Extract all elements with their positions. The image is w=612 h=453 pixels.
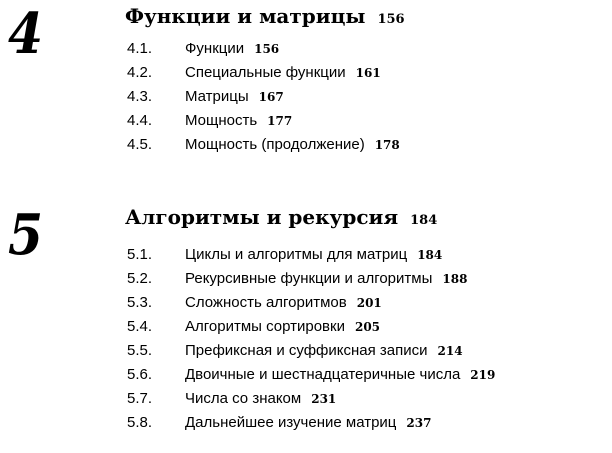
section-item[interactable]: [127, 133, 400, 157]
section-list: [127, 37, 400, 157]
section-item[interactable]: [127, 37, 400, 61]
section-number: 5.1.: [127, 246, 153, 263]
section-title: Циклы и алгоритмы для матриц: [185, 246, 408, 263]
chapter-title[interactable]: [125, 205, 437, 233]
chapter-title[interactable]: [125, 4, 405, 32]
section-item[interactable]: [127, 109, 400, 133]
section-item[interactable]: [127, 387, 495, 411]
section-page: 167: [258, 90, 284, 104]
section-title: Специальные функции: [185, 64, 346, 81]
section-page: 184: [417, 248, 443, 262]
chapter-title-text: Функции и матрицы: [125, 4, 366, 28]
section-item[interactable]: [127, 291, 495, 315]
section-item[interactable]: [127, 411, 495, 435]
section-title: Двоичные и шестнадцатеричные числа: [185, 366, 461, 383]
section-number: 5.4.: [127, 318, 153, 335]
section-page: 231: [311, 392, 337, 406]
section-number: 4.2.: [127, 64, 153, 81]
section-title: Мощность: [185, 112, 258, 129]
section-number: 5.3.: [127, 294, 153, 311]
section-item[interactable]: [127, 85, 400, 109]
section-number: 5.6.: [127, 366, 153, 383]
section-title: Алгоритмы сортировки: [185, 318, 345, 335]
section-title: Мощность (продолжение): [185, 136, 365, 153]
section-page: 219: [470, 368, 496, 382]
section-number: 5.2.: [127, 270, 153, 287]
section-page: 177: [267, 114, 293, 128]
section-page: 205: [354, 320, 381, 334]
section-item[interactable]: [127, 243, 495, 267]
section-page: 188: [442, 272, 468, 286]
section-number: 4.3.: [127, 88, 153, 105]
chapter-title-text: Алгоритмы и рекурсия: [125, 205, 399, 229]
section-item[interactable]: [127, 339, 495, 363]
chapter-page: 156: [377, 12, 405, 27]
chapter-page: 184: [410, 213, 438, 228]
section-title: Префиксная и суффиксная записи: [185, 342, 428, 359]
section-number: 4.5.: [127, 136, 153, 153]
chapter-number: 5: [8, 202, 44, 268]
section-page: 237: [406, 416, 432, 430]
section-page: 214: [437, 344, 463, 358]
section-list: [127, 243, 495, 435]
section-page: 161: [355, 66, 381, 80]
chapter-number: 4: [8, 1, 44, 67]
section-page: 201: [356, 296, 382, 310]
section-number: 4.4.: [127, 112, 153, 129]
section-number: 5.8.: [127, 414, 153, 431]
section-item[interactable]: [127, 315, 495, 339]
section-title: Рекурсивные функции и алгоритмы: [185, 270, 433, 287]
section-page: 156: [254, 42, 280, 56]
section-title: Матрицы: [185, 88, 249, 105]
section-title: Дальнейшее изучение матриц: [185, 414, 397, 431]
section-number: 5.7.: [127, 390, 153, 407]
section-item[interactable]: [127, 61, 400, 85]
section-number: 4.1.: [127, 40, 153, 57]
section-title: Функции: [185, 40, 245, 57]
section-item[interactable]: [127, 363, 495, 387]
section-title: Сложность алгоритмов: [185, 294, 347, 311]
section-page: 178: [374, 138, 400, 152]
section-title: Числа со знаком: [185, 390, 302, 407]
section-number: 5.5.: [127, 342, 153, 359]
section-item[interactable]: [127, 267, 495, 291]
